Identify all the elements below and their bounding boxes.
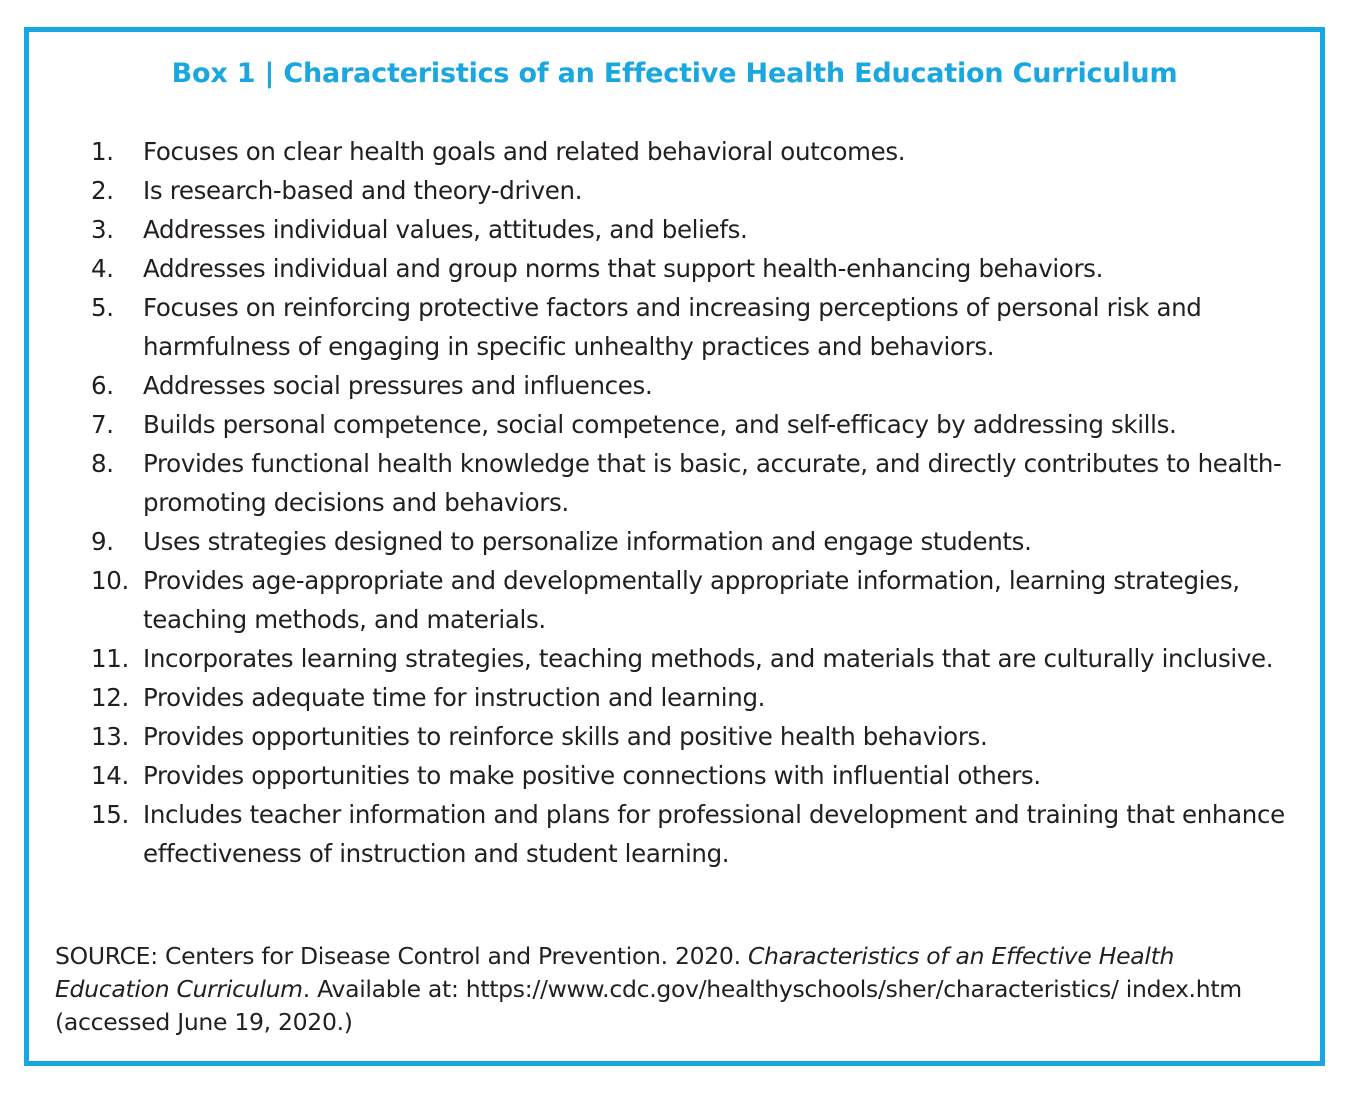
list-item bbox=[91, 210, 1306, 249]
list-item bbox=[91, 561, 1306, 639]
item-text: Focuses on reinforcing protective factors and increasing perceptions of personal risk and harmfulness of engaging in specific unhealthy practices and behaviors. bbox=[143, 293, 1202, 361]
item-number: 13. bbox=[91, 722, 129, 751]
item-text: Addresses individual and group norms that support health-enhancing behaviors. bbox=[143, 254, 1104, 283]
box-title: Box 1 | Characteristics of an Effective Health Education Curriculum bbox=[171, 58, 1178, 89]
item-number: 14. bbox=[91, 761, 129, 790]
source-prefix: SOURCE: Centers for Disease Control and Prevention. 2020. bbox=[55, 942, 748, 970]
source-citation bbox=[55, 940, 1295, 1039]
item-text: Is research-based and theory-driven. bbox=[143, 176, 583, 205]
item-number: 6. bbox=[91, 371, 114, 400]
item-text: Includes teacher information and plans for professional development and training that enhance effectiveness of instruction and student learning. bbox=[143, 800, 1285, 868]
item-text: Incorporates learning strategies, teaching methods, and materials that are culturally inclusive. bbox=[143, 644, 1274, 673]
list-item bbox=[91, 444, 1306, 522]
item-number: 12. bbox=[91, 683, 129, 712]
list-item bbox=[91, 795, 1306, 873]
item-text: Addresses individual values, attitudes, and beliefs. bbox=[143, 215, 748, 244]
item-number: 11. bbox=[91, 644, 129, 673]
item-number: 1. bbox=[91, 137, 114, 166]
item-text: Provides age-appropriate and developmentally appropriate information, learning strategies, teaching methods, and materials. bbox=[143, 566, 1240, 634]
item-text: Focuses on clear health goals and related behavioral outcomes. bbox=[143, 137, 906, 166]
item-number: 7. bbox=[91, 410, 114, 439]
list-item bbox=[91, 288, 1306, 366]
list-item bbox=[91, 522, 1306, 561]
item-text: Provides opportunities to make positive connections with influential others. bbox=[143, 761, 1041, 790]
item-number: 15. bbox=[91, 800, 129, 829]
list-item bbox=[91, 249, 1306, 288]
item-number: 3. bbox=[91, 215, 114, 244]
box-1-panel bbox=[24, 27, 1325, 1066]
source-title: Characteristics of an Effective Health Education Curriculum bbox=[55, 942, 1175, 1003]
list-item bbox=[91, 717, 1306, 756]
item-number: 2. bbox=[91, 176, 114, 205]
list-item bbox=[91, 639, 1306, 678]
item-text: Builds personal competence, social competence, and self-efficacy by addressing skills. bbox=[143, 410, 1177, 439]
item-number: 8. bbox=[91, 449, 114, 478]
list-item bbox=[91, 366, 1306, 405]
list-item bbox=[91, 756, 1306, 795]
item-text: Provides opportunities to reinforce skills and positive health behaviors. bbox=[143, 722, 988, 751]
item-text: Provides functional health knowledge that is basic, accurate, and directly contributes to health-promoting decisions and behaviors. bbox=[143, 449, 1282, 517]
item-number: 10. bbox=[91, 566, 129, 595]
item-text: Provides adequate time for instruction and learning. bbox=[143, 683, 766, 712]
item-text: Uses strategies designed to personalize information and engage students. bbox=[143, 527, 1032, 556]
item-text: Addresses social pressures and influences. bbox=[143, 371, 653, 400]
list-item bbox=[91, 171, 1306, 210]
item-number: 9. bbox=[91, 527, 114, 556]
source-suffix: . Available at: https://www.cdc.gov/healthyschools/sher/characteristics/ index.htm (accessed June 19, 2020.) bbox=[55, 975, 1242, 1036]
item-number: 5. bbox=[91, 293, 114, 322]
item-number: 4. bbox=[91, 254, 114, 283]
list-item bbox=[91, 405, 1306, 444]
list-item bbox=[91, 132, 1306, 171]
list-item bbox=[91, 678, 1306, 717]
characteristics-list bbox=[91, 132, 1306, 873]
